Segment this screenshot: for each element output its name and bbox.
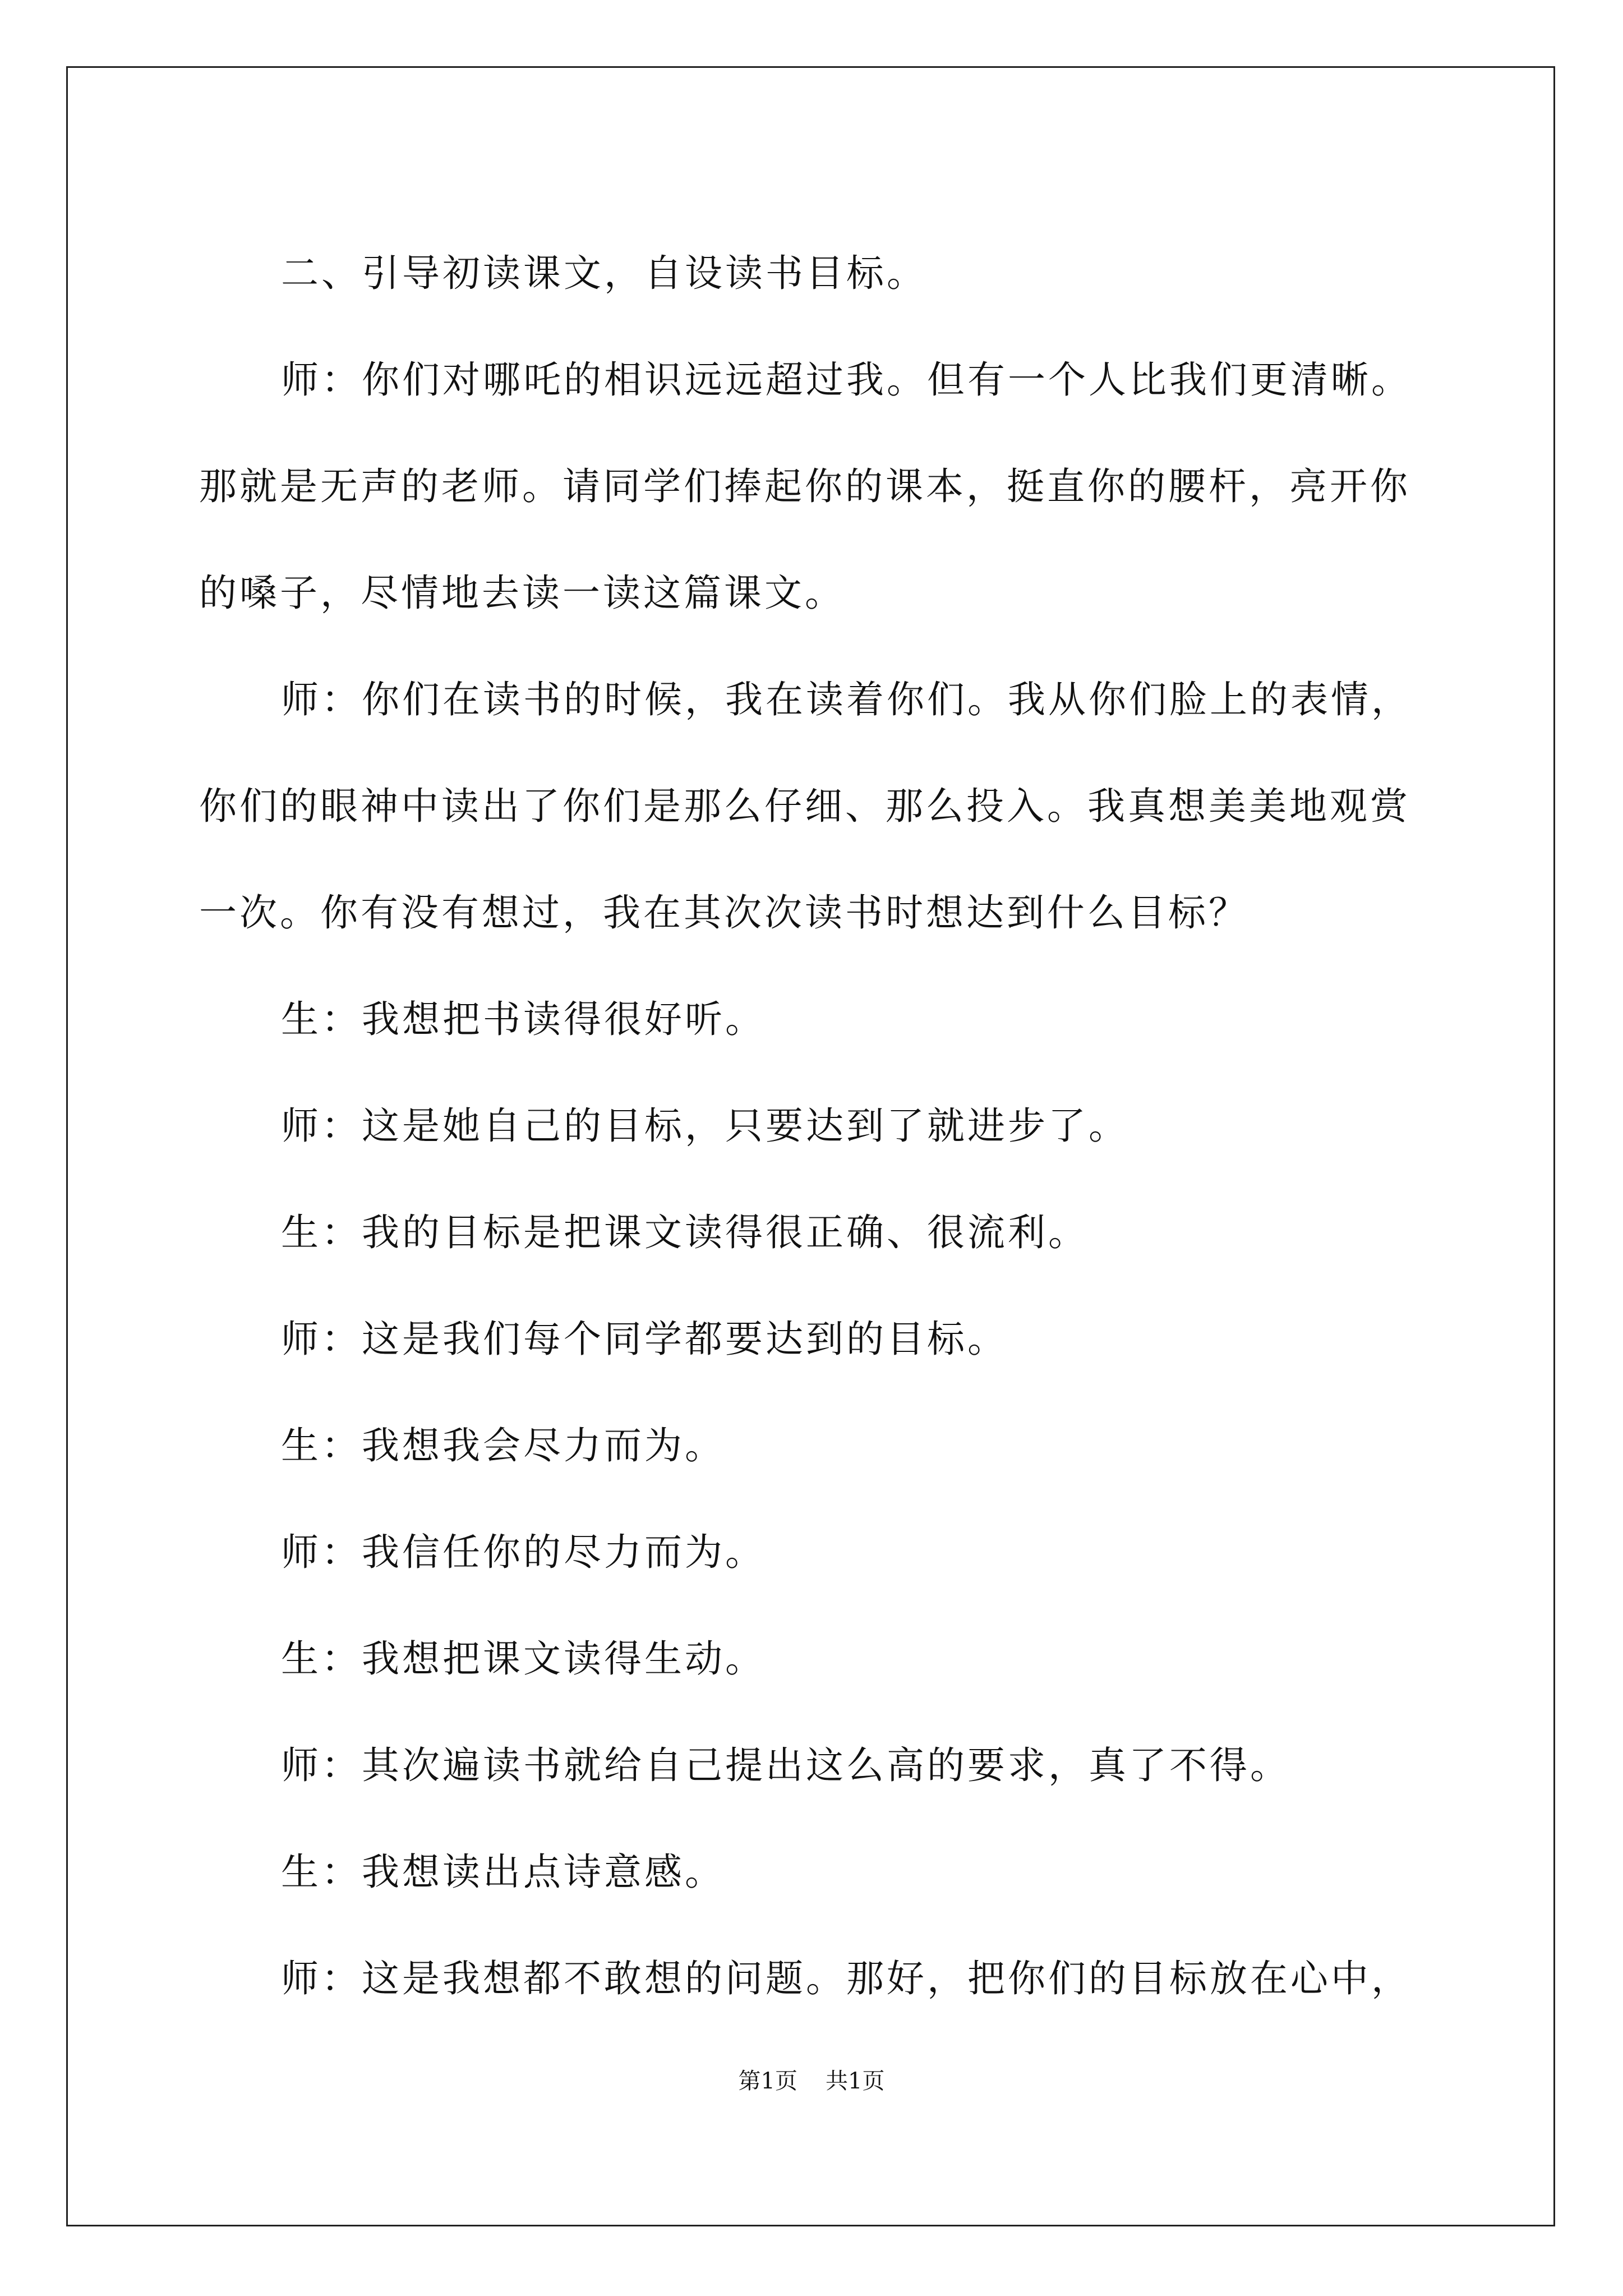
paragraph-3: 师：你们在读书的时候，我在读着你们。我从你们脸上的表情，你们的眼神中读出了你们是那么仔细、那么投入。我真想美美地观赏一次。你有没有想过，我在其次次读书时想达到什么目标？ xyxy=(199,678,1412,935)
paragraph-10: 生：我想把课文读得生动。 xyxy=(281,1637,766,1681)
document-body xyxy=(199,220,1427,2032)
paragraph-11: 师：其次遍读书就给自己提出这么高的要求，真了不得。 xyxy=(281,1743,1290,1787)
paragraph-6: 生：我的目标是把课文读得很正确、很流利。 xyxy=(281,1211,1089,1254)
paragraph-5: 师：这是她自己的目标，只要达到了就进步了。 xyxy=(281,1104,1129,1148)
page-footer xyxy=(0,2064,1623,2098)
paragraph-7: 师：这是我们每个同学都要达到的目标。 xyxy=(281,1317,1008,1361)
paragraph-13: 师：这是我想都不敢想的问题。那好，把你们的目标放在心中， xyxy=(281,1957,1412,2000)
paragraph-9: 师：我信任你的尽力而为。 xyxy=(281,1530,766,1574)
paragraph-8: 生：我想我会尽力而为。 xyxy=(281,1424,725,1467)
page-number-current: 第1页 xyxy=(738,2068,797,2094)
paragraph-2: 师：你们对哪吒的相识远远超过我。但有一个人比我们更清晰。那就是无声的老师。请同学们捧起你的课本，挺直你的腰杆，亮开你的嗓子，尽情地去读一读这篇课文。 xyxy=(199,358,1412,615)
page-number-total: 共1页 xyxy=(826,2068,885,2094)
paragraph-12: 生：我想读出点诗意感。 xyxy=(281,1850,725,1894)
paragraph-4: 生：我想把书读得很好听。 xyxy=(281,997,766,1041)
paragraph-1: 二、引导初读课文，自设读书目标。 xyxy=(281,251,927,295)
